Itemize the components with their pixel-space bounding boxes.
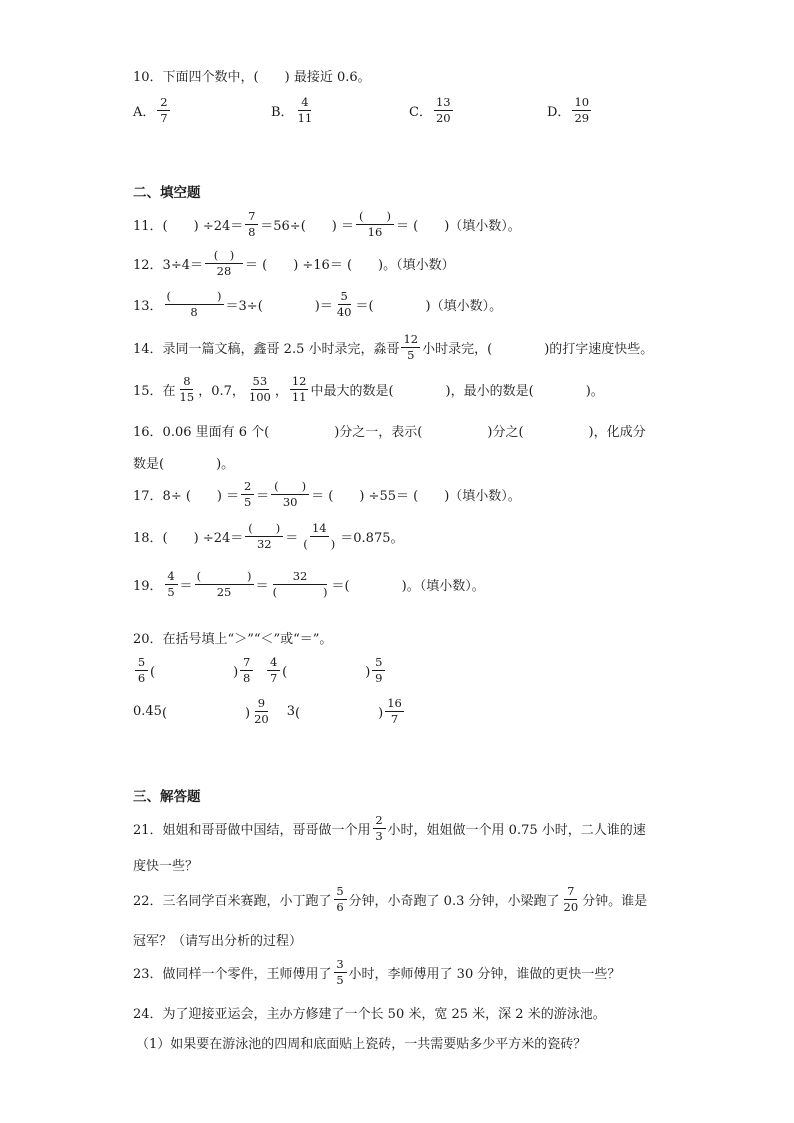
denominator: 16 bbox=[367, 225, 383, 240]
q19-text-a: 19． bbox=[133, 579, 163, 595]
fraction bbox=[334, 958, 347, 987]
q17-text-b: ＝ bbox=[256, 489, 270, 505]
question-13 bbox=[133, 290, 502, 319]
question-17 bbox=[133, 480, 521, 509]
numerator: 5 bbox=[372, 656, 385, 671]
fraction bbox=[300, 522, 338, 551]
q14-text-b: 小时录完，( )的打字速度快些。 bbox=[422, 342, 654, 358]
denominator-blank[interactable]: ( ) bbox=[272, 585, 328, 600]
denominator: 100 bbox=[248, 390, 271, 405]
denominator: 20 bbox=[254, 712, 269, 727]
q24-sub1-text: （1）如果要在游泳池的四周和底面贴上瓷砖，一共需要贴多少平方米的瓷砖？ bbox=[136, 1037, 587, 1052]
numerator-blank[interactable]: ( ) bbox=[245, 522, 283, 537]
denominator: 20 bbox=[435, 111, 451, 126]
numerator: 2 bbox=[373, 814, 386, 829]
denominator: 7 bbox=[160, 111, 168, 126]
numerator: 2 bbox=[157, 96, 170, 111]
question-21-line1 bbox=[133, 814, 646, 843]
fraction bbox=[290, 375, 309, 404]
numerator: 5 bbox=[334, 885, 347, 900]
numerator-blank[interactable]: ( ) bbox=[356, 210, 394, 225]
fraction bbox=[178, 375, 197, 404]
q18-text-c: ＝0.875。 bbox=[340, 531, 404, 547]
compare-left-value: 3 bbox=[286, 704, 296, 720]
q24-text: 24．为了迎接亚运会，主办方修建了一个长 50 米，宽 25 米，深 2 米的游泳池。 bbox=[133, 1007, 606, 1022]
numerator: 16 bbox=[385, 697, 404, 712]
numerator-blank[interactable]: ( ) bbox=[205, 249, 243, 264]
fraction bbox=[241, 480, 254, 509]
option-d[interactable] bbox=[547, 96, 593, 125]
numerator: 10 bbox=[572, 96, 591, 111]
fraction bbox=[267, 656, 280, 685]
fraction bbox=[165, 570, 178, 599]
denominator: 5 bbox=[336, 973, 344, 988]
question-18 bbox=[133, 522, 404, 551]
fraction bbox=[562, 885, 581, 914]
denominator: 6 bbox=[336, 900, 344, 915]
fraction bbox=[385, 697, 404, 726]
question-16-line2 bbox=[133, 453, 234, 472]
fraction bbox=[401, 333, 420, 362]
denominator: 28 bbox=[216, 264, 232, 279]
q20-text: 20．在括号填上“＞”“＜”或“＝”。 bbox=[133, 632, 333, 647]
numerator: 12 bbox=[290, 375, 309, 390]
question-20-row1 bbox=[133, 656, 387, 685]
q17-text-a: 17．8÷ ( ) ＝ bbox=[133, 489, 240, 505]
fraction bbox=[195, 570, 254, 599]
q21-text-b: 小时，姐姐做一个用 0.75 小时，二人谁的速 bbox=[387, 823, 646, 839]
option-c[interactable] bbox=[409, 96, 455, 125]
option-d-label: D． bbox=[547, 105, 571, 121]
q21-text-a: 21．姐姐和哥哥做中国结，哥哥做一个用 bbox=[133, 823, 371, 839]
question-21-line2 bbox=[133, 855, 198, 874]
fraction bbox=[247, 375, 273, 404]
q13-text-a: 13． bbox=[133, 299, 163, 315]
denominator: 11 bbox=[297, 111, 313, 126]
fraction bbox=[271, 570, 330, 599]
question-10-options bbox=[133, 96, 733, 132]
section-2-title bbox=[133, 181, 201, 201]
numerator: 5 bbox=[338, 290, 351, 305]
q19-text-c: ＝ bbox=[255, 579, 269, 595]
option-a-label: A． bbox=[133, 105, 156, 121]
q23-text-a: 23．做同样一个零件，王师傅用了 bbox=[133, 967, 332, 983]
fraction bbox=[335, 290, 354, 319]
q19-text-d: ＝( )。（填小数）。 bbox=[331, 579, 485, 595]
section-title: 二、填空题 bbox=[133, 185, 201, 201]
denominator: 3 bbox=[375, 829, 383, 844]
fraction bbox=[240, 656, 253, 685]
denominator: 7 bbox=[269, 671, 278, 686]
denominator: 30 bbox=[282, 495, 298, 510]
numerator: 7 bbox=[245, 210, 258, 225]
denominator: 6 bbox=[137, 671, 146, 686]
numerator: 9 bbox=[255, 697, 268, 712]
numerator: 4 bbox=[165, 570, 178, 585]
q11-text-b: ＝56÷( ) ＝ bbox=[260, 219, 354, 235]
numerator: 7 bbox=[564, 885, 577, 900]
q13-text-c: ＝( )（填小数）。 bbox=[355, 299, 503, 315]
question-24-stem bbox=[133, 1003, 606, 1022]
compare-left-value: 0.45 bbox=[133, 704, 162, 720]
q23-text-b: 小时，李师傅用了 30 分钟，谁做的更快一些？ bbox=[348, 967, 621, 983]
question-20-row2 bbox=[133, 697, 406, 726]
numerator: 4 bbox=[267, 656, 280, 671]
denominator: 25 bbox=[216, 585, 232, 600]
numerator: 3 bbox=[334, 958, 347, 973]
denominator: 5 bbox=[167, 585, 175, 600]
fraction bbox=[434, 96, 453, 125]
q10-text: 10．下面四个数中，( ) 最接近 0.6。 bbox=[133, 70, 371, 85]
question-12 bbox=[133, 249, 455, 278]
option-c-label: C． bbox=[409, 105, 432, 121]
fraction bbox=[572, 96, 591, 125]
compare-blank[interactable]: ( ) bbox=[282, 665, 371, 681]
section-title: 三、解答题 bbox=[133, 789, 201, 805]
q22-text-b: 分钟，小奇跑了 0.3 分钟，小梁跑了 bbox=[348, 894, 560, 910]
denominator: 32 bbox=[256, 537, 272, 552]
numerator-blank[interactable]: ( ) bbox=[165, 290, 224, 305]
numerator: 8 bbox=[180, 375, 193, 390]
compare-blank[interactable]: ( ) bbox=[295, 706, 384, 722]
denominator: 11 bbox=[291, 390, 307, 405]
denominator: 15 bbox=[179, 390, 195, 405]
numerator-blank[interactable]: ( ) bbox=[271, 480, 309, 495]
section-3-title bbox=[133, 785, 201, 805]
denominator: 7 bbox=[390, 712, 399, 727]
question-10-stem bbox=[133, 66, 371, 85]
q15-text-b: ，0.7， bbox=[198, 384, 245, 400]
fraction bbox=[245, 210, 258, 239]
q16-text-2: 数是( )。 bbox=[133, 457, 235, 472]
denominator: 8 bbox=[242, 671, 251, 686]
numerator: 2 bbox=[241, 480, 254, 495]
question-15 bbox=[133, 375, 604, 404]
fraction bbox=[205, 249, 243, 278]
option-a[interactable] bbox=[133, 96, 172, 125]
denominator: 5 bbox=[407, 348, 415, 363]
compare-blank[interactable]: ( ) bbox=[161, 706, 251, 722]
fraction bbox=[135, 656, 148, 685]
denominator: 8 bbox=[190, 305, 198, 320]
question-16-line1 bbox=[133, 421, 646, 440]
fraction bbox=[372, 656, 385, 685]
denominator: 20 bbox=[563, 900, 579, 915]
q12-text-a: 12．3÷4＝ bbox=[133, 258, 203, 274]
question-19 bbox=[133, 570, 485, 599]
fraction bbox=[356, 210, 394, 239]
fraction bbox=[245, 522, 283, 551]
fraction bbox=[296, 96, 315, 125]
denominator-blank[interactable]: ( ) bbox=[303, 537, 336, 552]
fraction bbox=[157, 96, 170, 125]
option-b[interactable] bbox=[271, 96, 316, 125]
q12-text-b: ＝ ( ) ÷16＝ ( )。（填小数） bbox=[244, 258, 455, 274]
fraction bbox=[271, 480, 309, 509]
numerator: 32 bbox=[273, 570, 327, 585]
denominator: 29 bbox=[574, 111, 590, 126]
fraction bbox=[165, 290, 224, 319]
denominator: 9 bbox=[375, 671, 383, 686]
q14-text-a: 14．录同一篇文稿，鑫哥 2.5 小时录完，淼哥 bbox=[133, 342, 400, 358]
question-24-sub1 bbox=[136, 1033, 586, 1052]
numerator: 13 bbox=[434, 96, 453, 111]
numerator: 14 bbox=[310, 522, 329, 537]
fraction bbox=[252, 697, 271, 726]
q19-text-b: ＝ bbox=[179, 579, 193, 595]
q22-text-a: 22．三名同学百米赛跑，小丁跑了 bbox=[133, 894, 332, 910]
q11-text-a: 11．( ) ÷24＝ bbox=[133, 219, 244, 235]
question-11 bbox=[133, 210, 521, 239]
fraction bbox=[334, 885, 347, 914]
q13-text-b: ＝3÷( )＝ bbox=[225, 299, 333, 315]
q15-text-c: ， bbox=[274, 384, 288, 400]
fraction bbox=[373, 814, 386, 843]
question-23 bbox=[133, 958, 620, 987]
denominator: 8 bbox=[248, 225, 256, 240]
numerator: 7 bbox=[240, 656, 253, 671]
q21-text-2: 度快一些？ bbox=[133, 859, 199, 874]
numerator: 4 bbox=[298, 96, 311, 111]
question-14 bbox=[133, 333, 653, 362]
q11-text-c: ＝ ( )（填小数）。 bbox=[395, 219, 521, 235]
q18-text-b: ＝ bbox=[285, 531, 299, 547]
q22-text-c: 分钟。谁是 bbox=[582, 894, 648, 910]
compare-blank[interactable]: ( ) bbox=[150, 665, 239, 681]
question-22-line1 bbox=[133, 885, 647, 914]
q17-text-c: ＝ ( ) ÷55＝ ( )（填小数）。 bbox=[311, 489, 521, 505]
numerator: 5 bbox=[135, 656, 148, 671]
q15-text-a: 15．在 bbox=[133, 384, 176, 400]
denominator: 5 bbox=[243, 495, 252, 510]
q15-text-d: 中最大的数是( )，最小的数是( )。 bbox=[310, 384, 604, 400]
numerator: 53 bbox=[251, 375, 270, 390]
q18-text-a: 18．( ) ÷24＝ bbox=[133, 531, 244, 547]
q16-text-1: 16．0.06 里面有 6 个( )分之一，表示( )分之( )，化成分 bbox=[133, 425, 646, 440]
denominator: 40 bbox=[336, 305, 352, 320]
numerator-blank[interactable]: ( ) bbox=[195, 570, 254, 585]
question-20-stem bbox=[133, 628, 332, 647]
question-22-line2 bbox=[133, 930, 302, 949]
q22-text-2: 冠军？（请写出分析的过程） bbox=[133, 934, 303, 949]
option-b-label: B． bbox=[271, 105, 294, 121]
numerator: 12 bbox=[401, 333, 420, 348]
